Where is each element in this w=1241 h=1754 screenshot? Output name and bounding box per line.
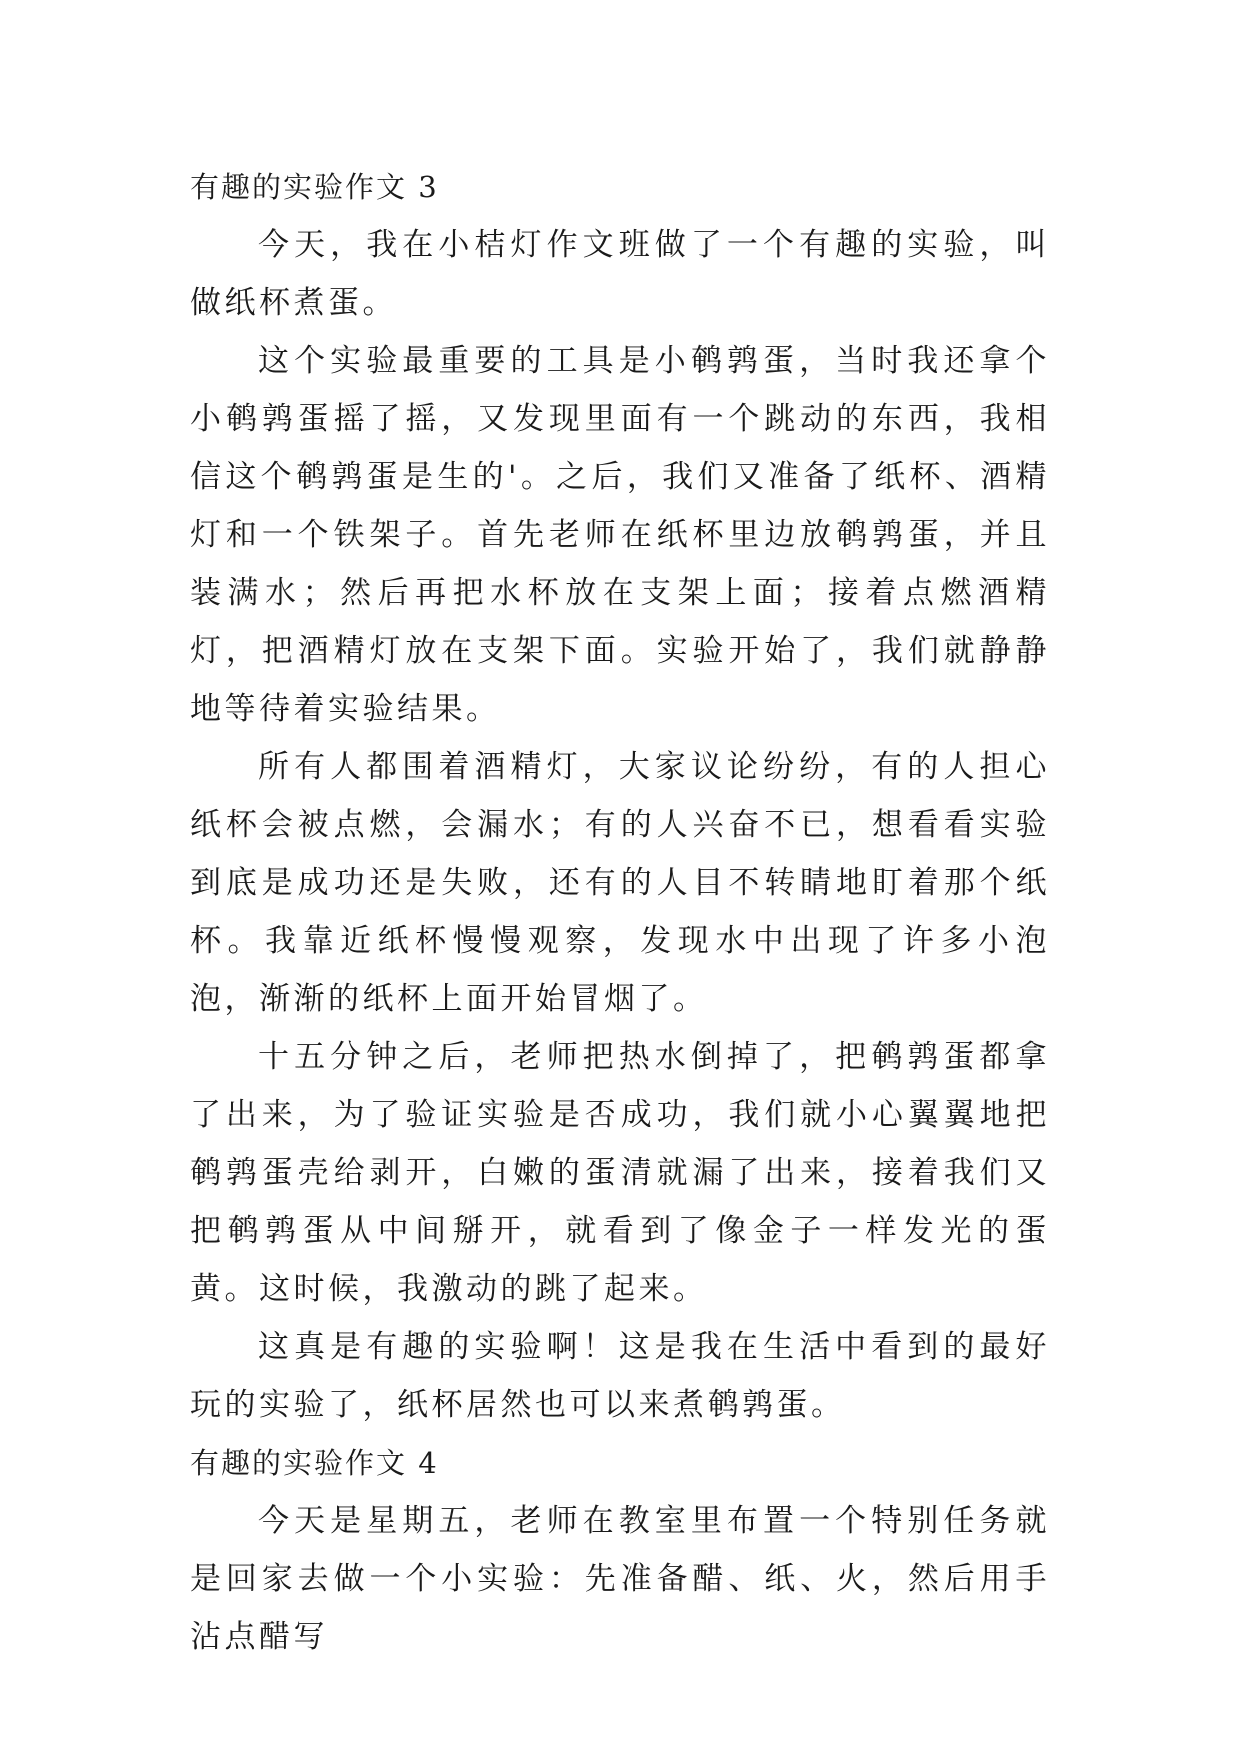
paragraph: 十五分钟之后，老师把热水倒掉了，把鹌鹑蛋都拿了出来，为了验证实验是否成功，我们就小心翼翼地把鹌鹑蛋壳给剥开，白嫩的蛋清就漏了出来，接着我们又把鹌鹑蛋从中间掰开，就看到了像金子一样发光的蛋黄。这时候，我激动的跳了起来。: [190, 1039, 1050, 1307]
document-body: [190, 158, 1050, 1666]
paragraph: 这个实验最重要的工具是小鹌鹑蛋，当时我还拿个小鹌鹑蛋摇了摇，又发现里面有一个跳动的东西，我相信这个鹌鹑蛋是生的'。之后，我们又准备了纸杯、酒精灯和一个铁架子。首先老师在纸杯里边放鹌鹑蛋，并且装满水；然后再把水杯放在支架上面；接着点燃酒精灯，把酒精灯放在支架下面。实验开始了，我们就静静地等待着实验结果。: [190, 343, 1050, 727]
paragraph: 所有人都围着酒精灯，大家议论纷纷，有的人担心纸杯会被点燃，会漏水；有的人兴奋不已，想看看实验到底是成功还是失败，还有的人目不转睛地盯着那个纸杯。我靠近纸杯慢慢观察，发现水中出现了许多小泡泡，渐渐的纸杯上面开始冒烟了。: [190, 749, 1050, 1017]
section-title: 有趣的实验作文 4: [190, 1446, 439, 1480]
paragraph: 今天是星期五，老师在教室里布置一个特别任务就是回家去做一个小实验：先准备醋、纸、火，然后用手沾点醋写: [190, 1503, 1050, 1655]
paragraph: 今天，我在小桔灯作文班做了一个有趣的实验，叫做纸杯煮蛋。: [190, 227, 1050, 321]
section-title: 有趣的实验作文 3: [190, 170, 439, 204]
paragraph: 这真是有趣的实验啊！这是我在生活中看到的最好玩的实验了，纸杯居然也可以来煮鹌鹑蛋。: [190, 1329, 1050, 1423]
